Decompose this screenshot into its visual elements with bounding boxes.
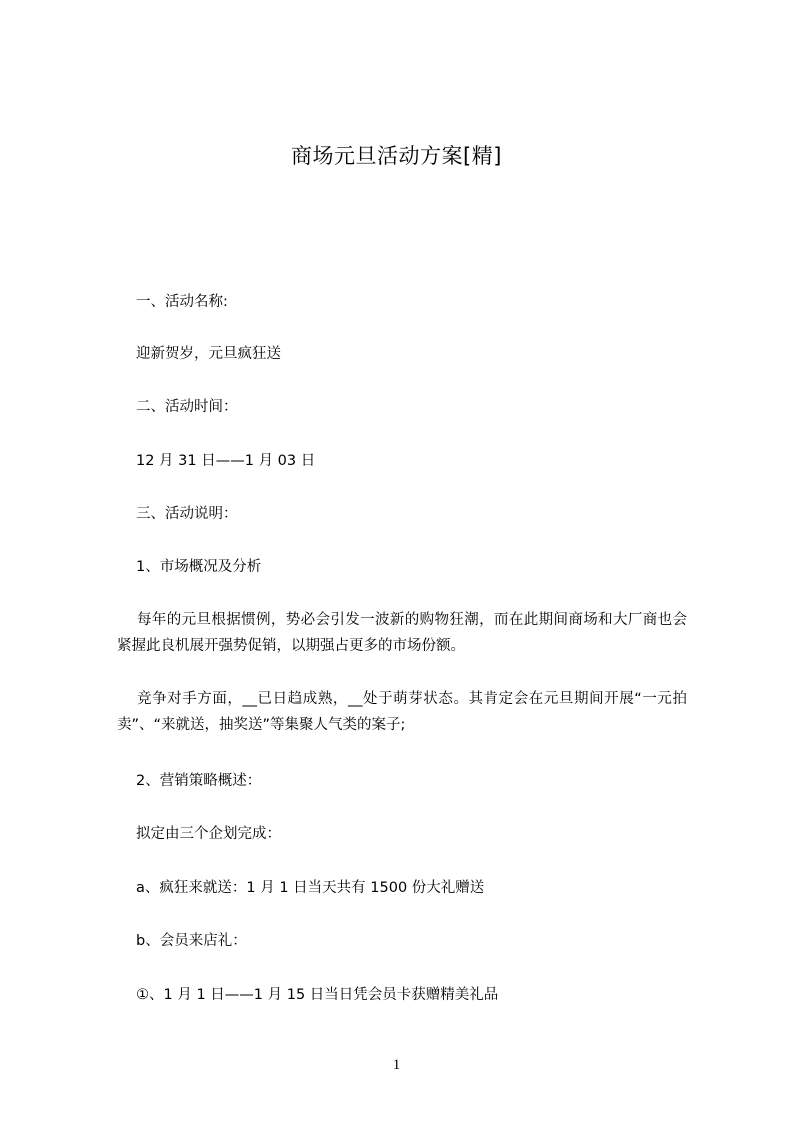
paragraph-market-analysis: 每年的元旦根据惯例，势必会引发一波新的购物狂潮，而在此期间商场和大厂商也会紧握此良机展开强势促销，以期强占更多的市场份额。 bbox=[117, 612, 687, 654]
heading-activity-time: 二、活动时间： bbox=[136, 399, 238, 415]
heading-activity-description: 三、活动说明： bbox=[136, 506, 238, 522]
paragraph-competitors: 竞争对手方面，__已日趋成熟，__处于萌芽状态。其肯定会在元旦期间开展“一元拍卖”、“来就送，抽奖送”等集聚人气类的案子; bbox=[117, 691, 687, 733]
activity-name-text: 迎新贺岁，元旦疯狂送 bbox=[136, 346, 281, 362]
strategy-intro-text: 拟定由三个企划完成： bbox=[136, 826, 281, 842]
strategy-item-b1: ①、1 月 1 日——1 月 15 日当日凭会员卡获赠精美礼品 bbox=[136, 987, 499, 1003]
page-number: 1 bbox=[392, 1057, 401, 1073]
heading-activity-name: 一、活动名称: bbox=[136, 294, 228, 310]
strategy-item-a: a、疯狂来就送：1 月 1 日当天共有 1500 份大礼赠送 bbox=[136, 880, 485, 896]
subheading-marketing-strategy: 2、营销策略概述： bbox=[136, 773, 262, 789]
subheading-market-analysis: 1、市场概况及分析 bbox=[136, 559, 262, 575]
document-title: 商场元旦活动方案[精] bbox=[291, 144, 502, 168]
strategy-item-b: b、会员来店礼： bbox=[136, 933, 247, 949]
activity-time-text: 12 月 31 日——1 月 03 日 bbox=[136, 453, 316, 469]
